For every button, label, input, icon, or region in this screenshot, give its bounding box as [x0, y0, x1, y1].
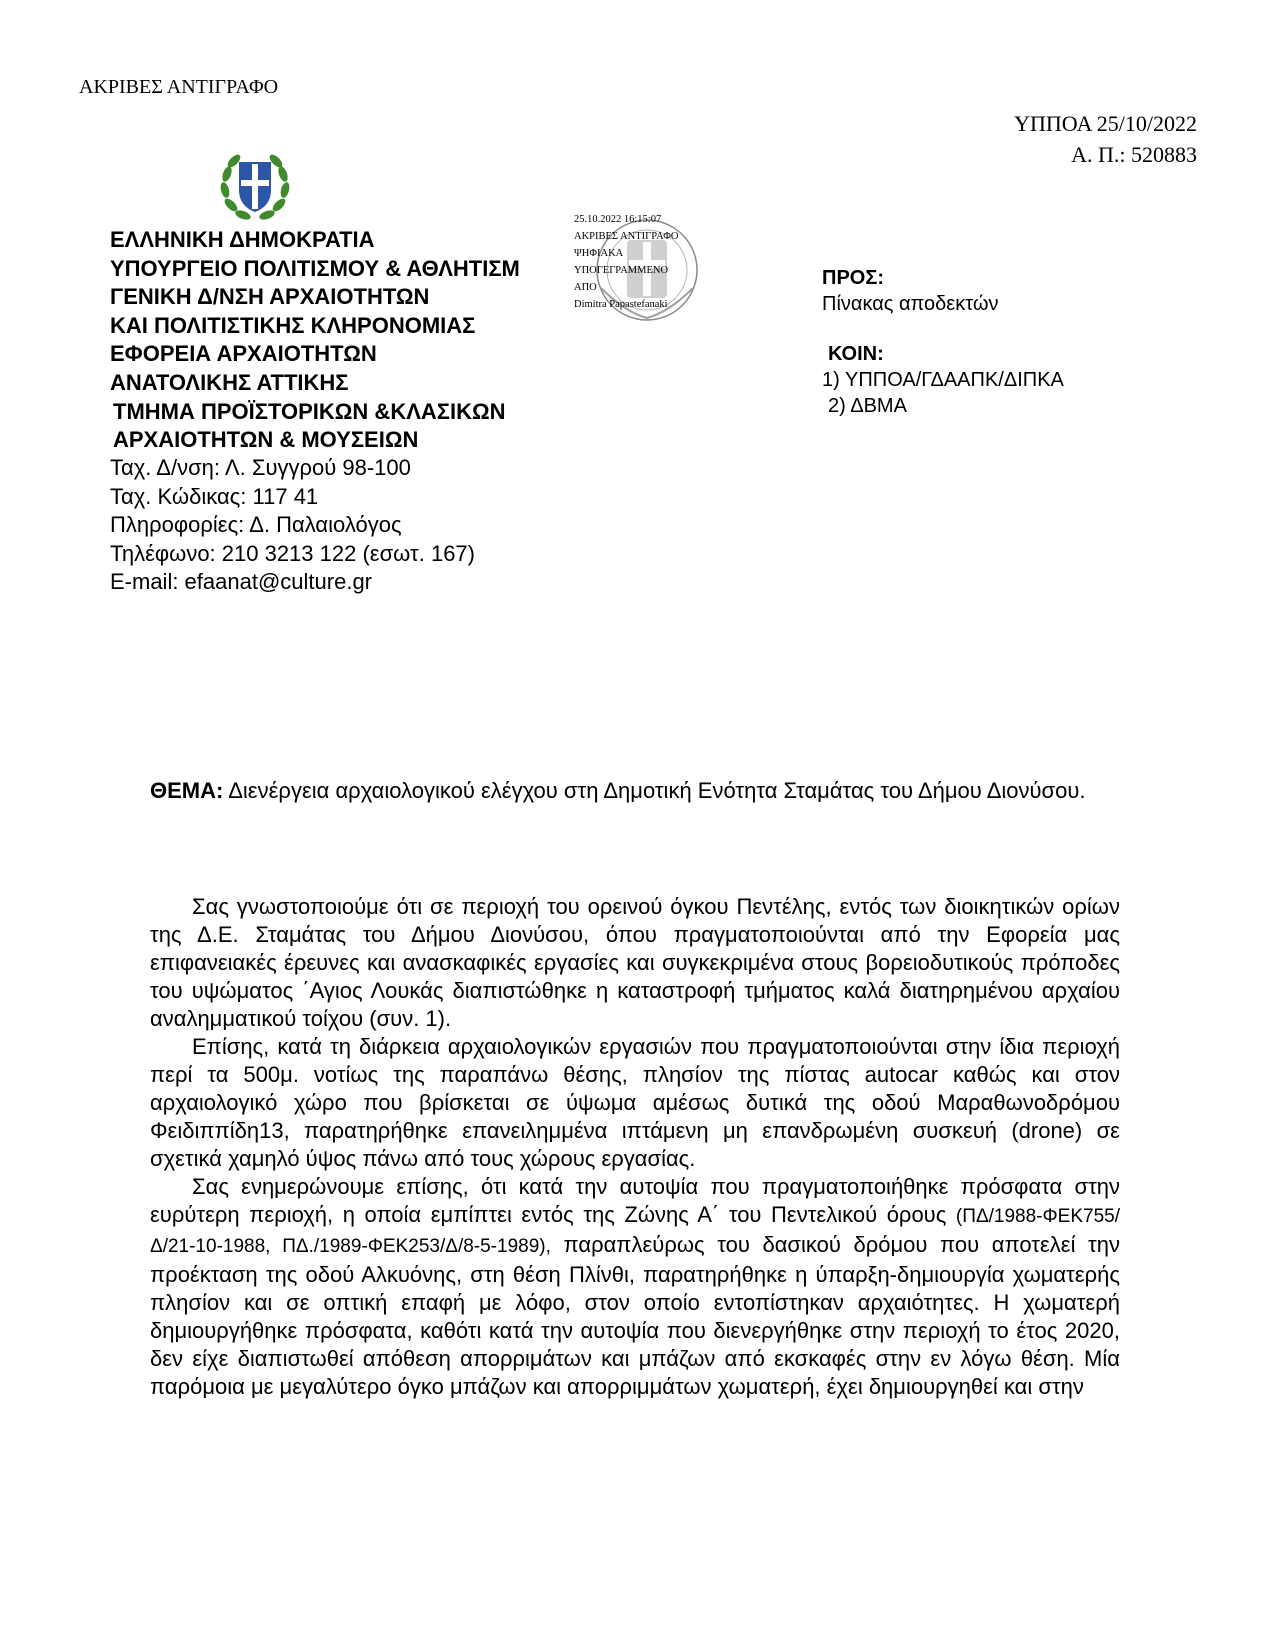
signer-name: Dimitra Papastefanaki — [574, 299, 668, 310]
protocol-date: ΥΠΠΟΑ 25/10/2022 — [1014, 111, 1197, 136]
phone-number: Τηλέφωνο: 210 3213 122 (εσωτ. 167) — [110, 540, 475, 566]
body-text: Σας ενημερώνουμε επίσης, ότι κατά την αυτοψία που πραγματοποιήθηκε πρόσφατα στην ευρύτερη περιοχή, η οποία εμπίπτει εντός της Ζώνης Α΄ του Πεντελικού όρους — [150, 1174, 1120, 1227]
digital-signature-stamp — [567, 214, 712, 344]
signature-label: ΑΚΡΙΒΕΣ ΑΝΤΙΓΡΑΦΟ — [574, 231, 679, 242]
issuer-line: ΓΕΝΙΚΗ Δ/ΝΣΗ ΑΡΧΑΙΟΤΗΤΩΝ — [110, 284, 430, 310]
postal-address: Ταχ. Δ/νση: Λ. Συγγρού 98-100 — [110, 455, 411, 480]
to-value: Πίνακας αποδεκτών — [822, 293, 999, 315]
information-contact: Πληροφορίες: Δ. Παλαιολόγος — [110, 512, 402, 538]
protocol-block — [1014, 108, 1197, 170]
greek-coat-of-arms-icon — [217, 148, 293, 224]
issuing-authority-block — [110, 226, 520, 455]
cc-item: 2) ΔΒΜΑ — [828, 395, 907, 417]
exact-copy-label: ΑΚΡΙΒΕΣ ΑΝΤΙΓΡΑΦΟ — [79, 76, 279, 98]
issuer-line: ΥΠΟΥΡΓΕΙΟ ΠΟΛΙΤΙΣΜΟΥ & ΑΘΛΗΤΙΣΜ — [110, 255, 520, 281]
subject-text: Διενέργεια αρχαιολογικού ελέγχου στη Δημοτική Ενότητα Σταμάτας του Δήμου Διονύσου. — [223, 778, 1086, 803]
contact-block — [110, 454, 475, 597]
signature-label: ΑΠΟ — [574, 282, 597, 293]
to-label: ΠΡΟΣ: — [822, 267, 885, 289]
issuer-line: ΑΡΧΑΙΟΤΗΤΩΝ & ΜΟΥΣΕΙΩΝ — [113, 427, 419, 453]
issuer-line: ΕΛΛΗΝΙΚΗ ΔΗΜΟΚΡΑΤΙΑ — [110, 227, 375, 252]
body-paragraph: Σας γνωστοποιούμε ότι σε περιοχή του ορεινού όγκου Πεντέλης, εντός των διοικητικών ορίων της Δ.Ε. Σταμάτας του Δήμου Διονύσου, όπου πραγματοποιούνται από την Εφορεία μας επιφανειακές έρευνες και ανασκαφικές εργασίες και συγκεκριμένα στους βορειοδυτικούς πρόποδες του υψώματος ΄Αγιος Λουκάς διαπιστώθηκε η καταστροφή τμήματος καλά διατηρημένου αρχαίου αναλημματικού τοίχου (συν. 1). — [150, 894, 1120, 1031]
subject-label: ΘΕΜΑ: — [150, 778, 224, 803]
subject-line — [150, 777, 1120, 805]
postal-code: Ταχ. Κώδικας: 117 41 — [110, 483, 319, 509]
body-paragraph — [150, 1173, 1120, 1401]
issuer-line: ΑΝΑΤΟΛΙΚΗΣ ΑΤΤΙΚΗΣ — [110, 369, 349, 395]
signature-label: ΥΠΟΓΕΓΡΑΜΜΕΝΟ — [574, 265, 669, 276]
email-address: E-mail: efaanat@culture.gr — [110, 569, 373, 595]
cc-item: 1) ΥΠΠΟΑ/ΓΔΑΑΠΚ/ΔΙΠΚΑ — [822, 369, 1064, 391]
letter-body — [150, 893, 1120, 1401]
issuer-line: ΤΜΗΜΑ ΠΡΟΪΣΤΟΡΙΚΩΝ &ΚΛΑΣΙΚΩΝ — [113, 398, 506, 424]
signature-datetime: 25.10.2022 16:15:07 — [574, 214, 662, 225]
protocol-number: Α. Π.: 520883 — [1071, 142, 1197, 167]
body-text: παραπλεύρως του δασικού δρόμου που αποτελεί την προέκταση της οδού Αλκυόνης, στη θέση Πλίνθι, παρατηρήθηκε η ύπαρξη-δημιουργία χωματερής πλησίον και σε οπτική επαφή με λόφο, στον οποίο εντοπίστηκαν αρχαιότητες. Η χωματερή δημιουργήθηκε πρόσφατα, καθότι κατά την αυτοψία που διενεργήθηκε στην περιοχή το έτος 2020, δεν είχε διαπιστωθεί απόθεση απορριμάτων και μπάζων από εκσκαφές στην εν λόγω θέση. Μία παρόμοια με μεγαλύτερο όγκο μπάζων και απορριμμάτων χωματερή, έχει δημιουργηθεί και στην — [150, 1232, 1120, 1399]
legal-reference: (ΠΔ/1988-ΦΕΚ755/Δ/21-10-1988, ΠΔ./1989-ΦΕΚ253/Δ/8-5-1989), — [150, 1206, 1120, 1257]
issuer-line: ΚΑΙ ΠΟΛΙΤΙΣΤΙΚΗΣ ΚΛΗΡΟΝΟΜΙΑΣ — [110, 312, 476, 338]
issuer-line: ΕΦΟΡΕΙΑ ΑΡΧΑΙΟΤΗΤΩΝ — [110, 341, 377, 367]
recipients-block — [822, 265, 1064, 419]
body-paragraph: Επίσης, κατά τη διάρκεια αρχαιολογικών εργασιών που πραγματοποιούνται στην ίδια περιοχή περί τα 500μ. νοτίως της παραπάνω θέσης, πλησίον της πίστας autocar καθώς και στον αρχαιολογικό χώρο που βρίσκεται σε ύψωμα αμέσως δυτικά της οδού Μαραθωνοδρόμου Φειδιππίδη13, παρατηρήθηκε επανειλημμένα ιπτάμενη μη επανδρωμένη συσκευή (drone) σε σχετικά χαμηλό ύψος πάνω από τους χώρους εργασίας. — [150, 1034, 1120, 1171]
signature-label: ΨΗΦΙΑΚΑ — [574, 248, 624, 259]
cc-label: ΚΟΙΝ: — [828, 343, 884, 365]
